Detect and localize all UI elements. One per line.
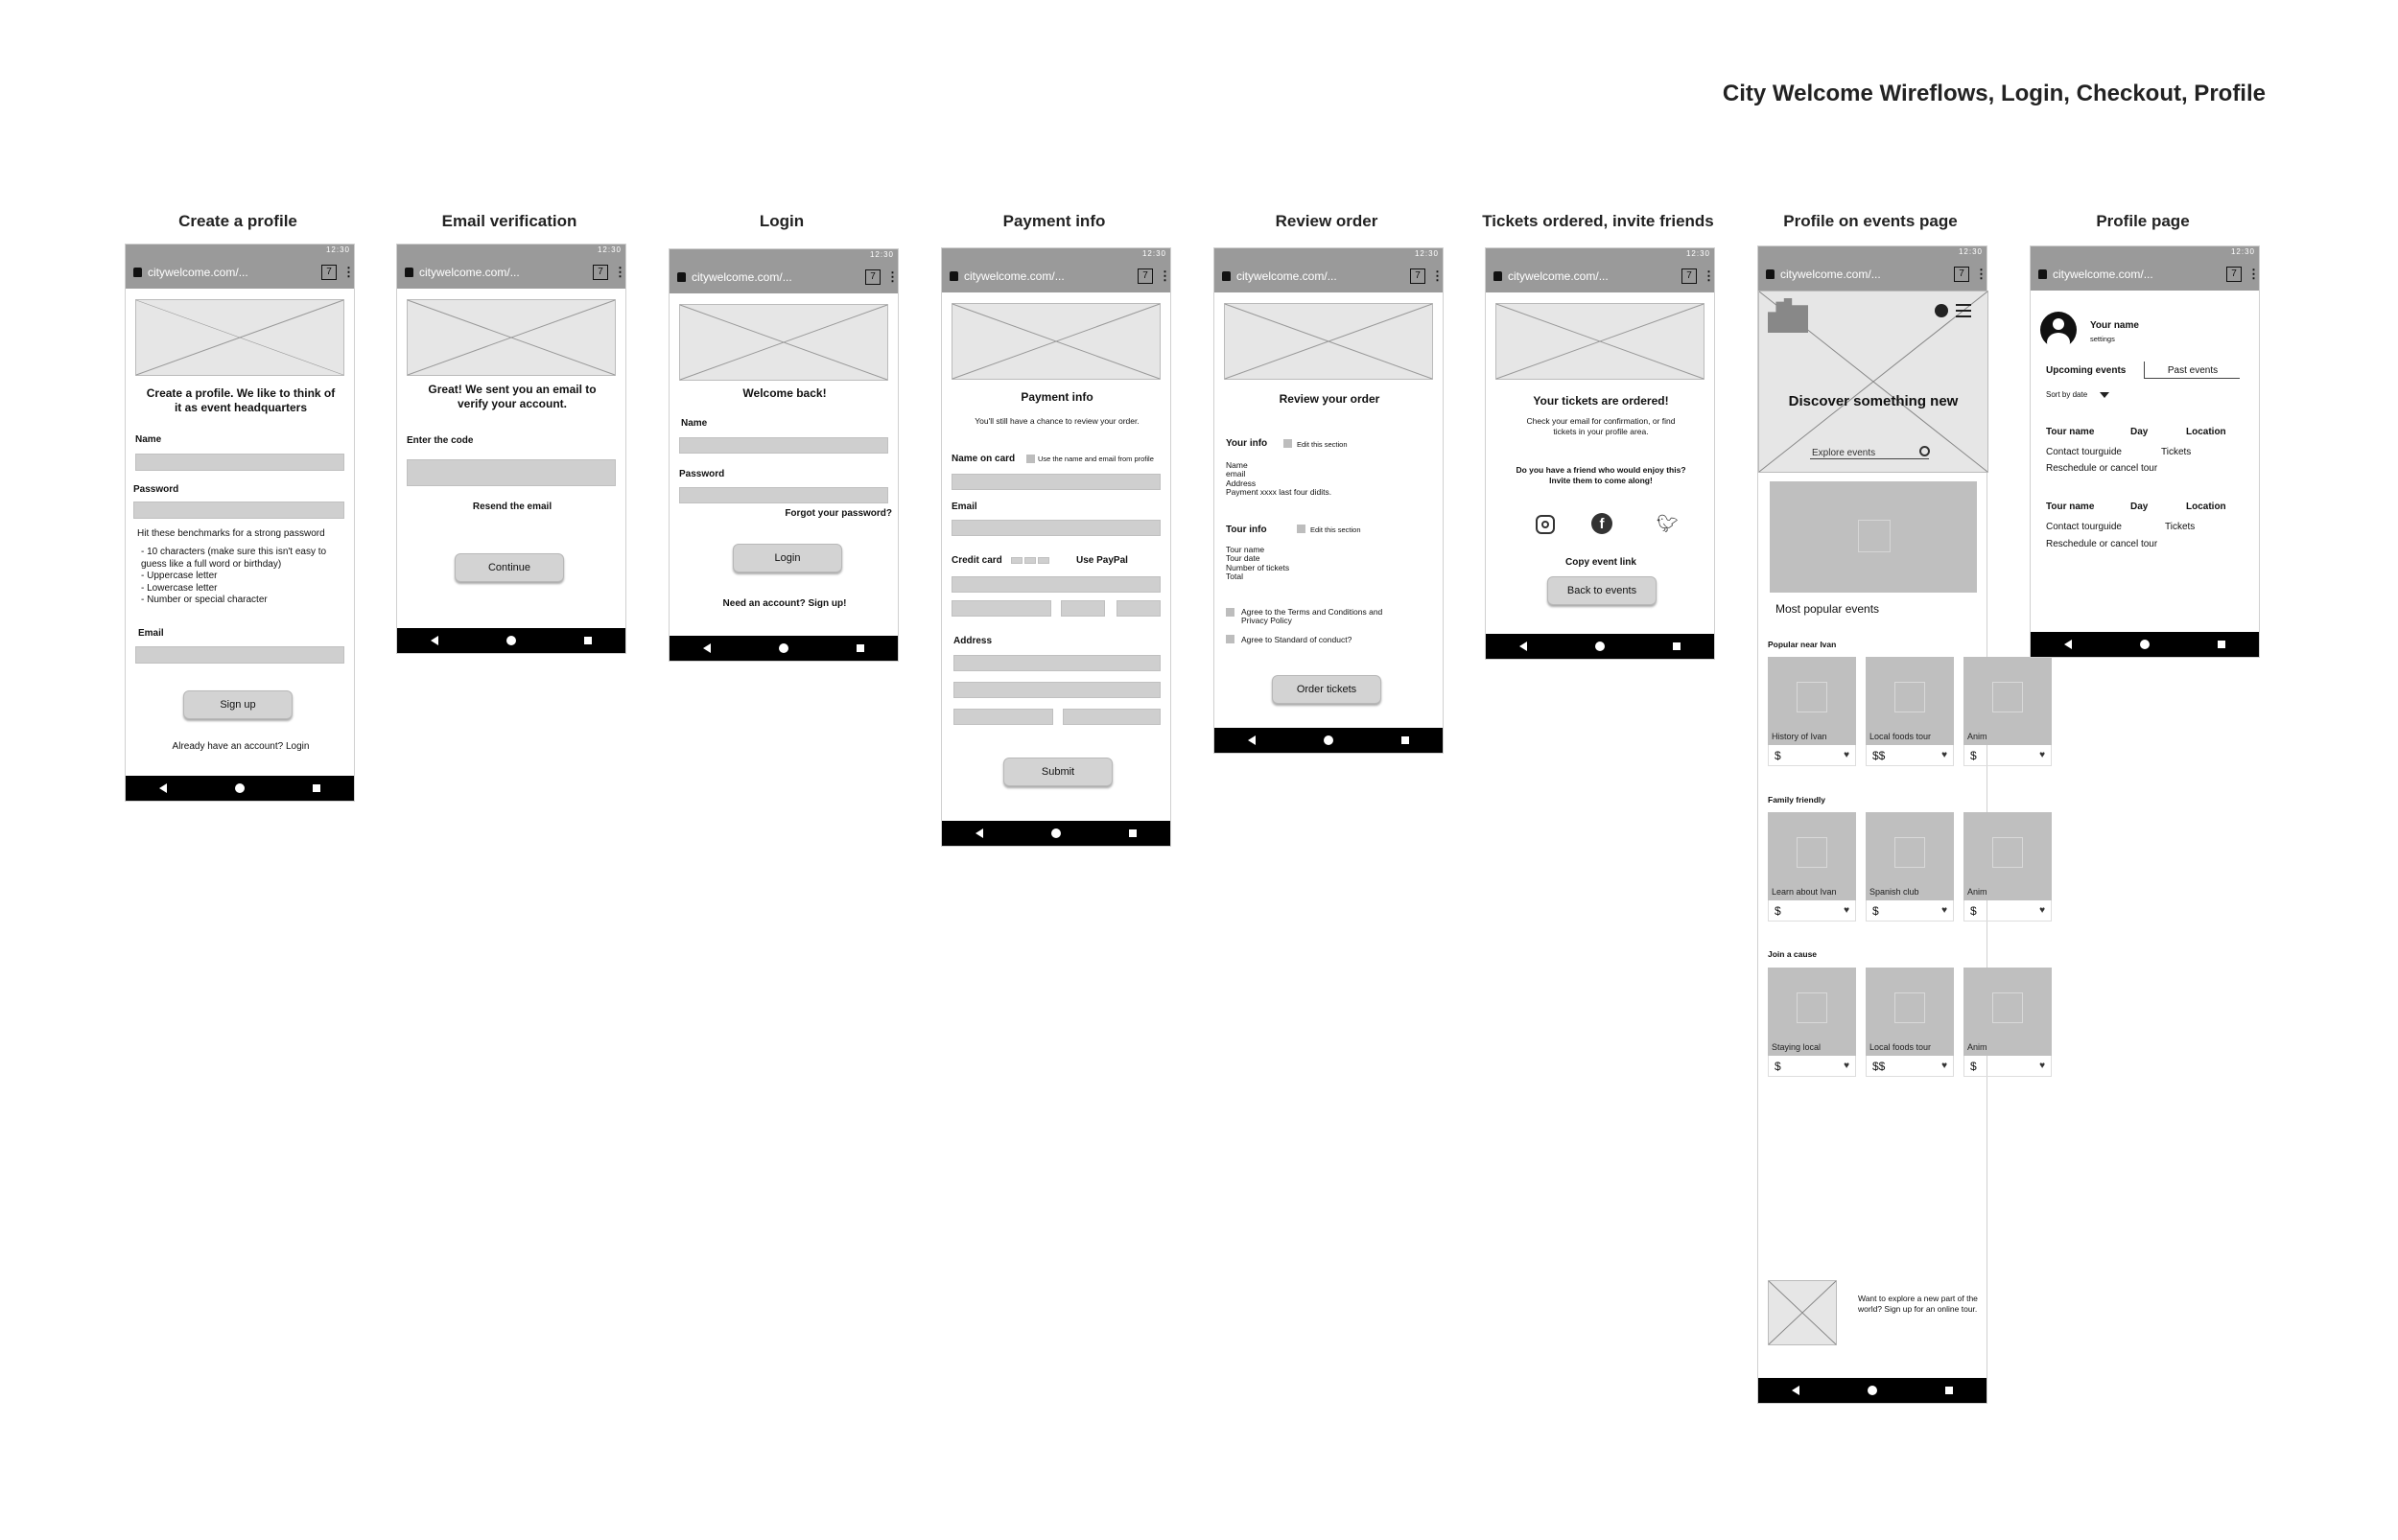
lock-icon bbox=[1493, 271, 1502, 281]
heart-icon[interactable]: ♥ bbox=[1941, 1061, 1947, 1071]
hero-text: Discover something new bbox=[1788, 393, 1959, 409]
signup-button[interactable]: Sign up bbox=[183, 690, 293, 719]
col-tour-name: Tour name bbox=[2046, 502, 2095, 512]
card-number-input[interactable] bbox=[952, 576, 1161, 593]
avatar[interactable] bbox=[2040, 312, 2077, 348]
forgot-password-link[interactable]: Forgot your password? bbox=[785, 508, 892, 519]
image-icon bbox=[1797, 837, 1827, 868]
instagram-icon[interactable] bbox=[1536, 515, 1555, 534]
recents-icon[interactable] bbox=[2218, 641, 2225, 648]
phone-email-verification bbox=[396, 244, 626, 654]
tickets-link[interactable]: Tickets bbox=[2165, 522, 2196, 532]
profile-name: Your name bbox=[2090, 320, 2139, 331]
settings-link[interactable]: settings bbox=[2090, 335, 2115, 343]
card-icon bbox=[1024, 557, 1036, 564]
create-profile-heading: Create a profile. We like to think of it as event headquarters bbox=[146, 386, 336, 414]
chevron-down-icon[interactable] bbox=[2100, 392, 2109, 398]
url-bar bbox=[1758, 258, 1987, 291]
url-text[interactable]: citywelcome.com/... bbox=[2053, 268, 2153, 281]
price-label: $ bbox=[1775, 1059, 1781, 1073]
recents-icon[interactable] bbox=[1401, 736, 1409, 744]
promo-image-placeholder bbox=[1768, 1280, 1837, 1345]
phone-tickets bbox=[1485, 247, 1715, 660]
price-label: $ bbox=[1872, 903, 1879, 918]
recents-icon[interactable] bbox=[857, 644, 864, 652]
more-menu-icon[interactable]: ⋮ bbox=[342, 265, 355, 279]
home-icon[interactable] bbox=[1595, 642, 1605, 651]
screen-title-events: Profile on events page bbox=[1783, 212, 1958, 230]
status-bar: 12:30 bbox=[1758, 246, 1987, 258]
phone-profile bbox=[2030, 245, 2260, 658]
terms-label: Agree to the Terms and Conditions and Privacy Policy bbox=[1241, 607, 1383, 626]
image-icon bbox=[1992, 682, 2023, 712]
conduct-checkbox[interactable] bbox=[1226, 635, 1234, 643]
heart-icon[interactable]: ♥ bbox=[2039, 750, 2045, 760]
android-nav-bar bbox=[1486, 634, 1714, 659]
event-card[interactable] bbox=[1963, 657, 2052, 766]
more-menu-icon[interactable]: ⋮ bbox=[2247, 267, 2260, 281]
more-menu-icon[interactable]: ⋮ bbox=[1975, 267, 1987, 281]
name-on-card-label: Name on card bbox=[952, 454, 1016, 464]
image-icon bbox=[1858, 520, 1891, 552]
event-card-title: Learn about Ivan bbox=[1772, 887, 1837, 897]
email-input[interactable] bbox=[952, 520, 1161, 536]
hero-image-placeholder bbox=[135, 299, 344, 376]
more-menu-icon[interactable]: ⋮ bbox=[614, 265, 626, 279]
android-nav-bar bbox=[1214, 728, 1443, 753]
heart-icon[interactable]: ♥ bbox=[1844, 1061, 1849, 1071]
url-text[interactable]: citywelcome.com/... bbox=[148, 266, 248, 279]
home-icon[interactable] bbox=[779, 643, 788, 653]
tabs-icon[interactable]: 7 bbox=[593, 265, 608, 280]
back-icon[interactable] bbox=[1248, 735, 1256, 745]
status-bar: 12:30 bbox=[670, 249, 898, 261]
lock-icon bbox=[950, 271, 958, 281]
recents-icon[interactable] bbox=[313, 784, 320, 792]
credit-card-label: Credit card bbox=[952, 555, 1002, 566]
city-input[interactable] bbox=[953, 709, 1053, 725]
contact-tourguide-link[interactable]: Contact tourguide bbox=[2046, 447, 2122, 457]
code-input[interactable] bbox=[407, 459, 616, 486]
back-icon[interactable] bbox=[431, 636, 438, 645]
tour-info-label: Tour info bbox=[1226, 525, 1267, 535]
image-icon bbox=[1894, 682, 1925, 712]
event-card[interactable] bbox=[1768, 657, 1856, 766]
status-bar: 12:30 bbox=[1486, 248, 1714, 260]
screen-title-tickets: Tickets ordered, invite friends bbox=[1482, 212, 1714, 230]
home-icon[interactable] bbox=[1868, 1386, 1877, 1395]
hero-image-placeholder bbox=[1495, 303, 1704, 380]
home-icon[interactable] bbox=[506, 636, 516, 645]
twitter-icon[interactable]: 🐦︎ bbox=[1657, 514, 1679, 533]
search-icon[interactable] bbox=[1919, 446, 1930, 456]
edit-info-checkbox[interactable] bbox=[1283, 439, 1292, 448]
android-nav-bar bbox=[126, 776, 354, 801]
explore-search-input[interactable]: Explore events bbox=[1810, 448, 1929, 459]
sort-dropdown[interactable]: Sort by date bbox=[2046, 390, 2088, 399]
url-text[interactable]: citywelcome.com/... bbox=[1236, 269, 1337, 283]
login-button[interactable]: Login bbox=[733, 544, 842, 572]
image-icon bbox=[1992, 992, 2023, 1023]
tabs-icon[interactable]: 7 bbox=[2226, 267, 2242, 282]
conduct-label: Agree to Standard of conduct? bbox=[1241, 635, 1352, 644]
event-card[interactable] bbox=[1866, 812, 1954, 922]
lock-icon bbox=[405, 268, 413, 277]
more-menu-icon[interactable]: ⋮ bbox=[1703, 268, 1715, 283]
price-label: $$ bbox=[1872, 1059, 1886, 1073]
password-input[interactable] bbox=[679, 487, 888, 503]
url-bar bbox=[126, 256, 354, 289]
lock-icon bbox=[2038, 269, 2047, 279]
event-card-title: Local foods tour bbox=[1869, 1042, 1932, 1052]
event-card-title: Local foods tour bbox=[1869, 732, 1932, 741]
url-text[interactable]: citywelcome.com/... bbox=[1508, 269, 1609, 283]
image-icon bbox=[1797, 682, 1827, 712]
event-card-title: Anim bbox=[1967, 1042, 1987, 1052]
hero-image-placeholder bbox=[679, 304, 888, 381]
url-bar bbox=[670, 261, 898, 293]
col-location: Location bbox=[2186, 502, 2226, 512]
email-label: Email bbox=[138, 628, 164, 639]
back-icon[interactable] bbox=[1792, 1386, 1799, 1395]
url-bar bbox=[2031, 258, 2259, 291]
tabs-icon[interactable]: 7 bbox=[321, 265, 337, 280]
lock-icon bbox=[677, 272, 686, 282]
price-label: $ bbox=[1775, 748, 1781, 762]
phone-create-profile bbox=[125, 244, 355, 802]
most-popular-label: Most popular events bbox=[1775, 602, 1880, 616]
reschedule-link[interactable]: Reschedule or cancel tour bbox=[2046, 539, 2158, 549]
invite-text: Do you have a friend who would enjoy this? Invite them to come along! bbox=[1516, 465, 1686, 485]
hamburger-menu-icon[interactable] bbox=[1956, 304, 1971, 317]
tickets-link[interactable]: Tickets bbox=[2161, 447, 2192, 457]
use-profile-label: Use the name and email from profile bbox=[1038, 455, 1154, 463]
home-icon[interactable] bbox=[235, 783, 245, 793]
edit-tour-checkbox[interactable] bbox=[1297, 525, 1305, 533]
tab-past-events[interactable] bbox=[2144, 362, 2240, 379]
verification-heading: Great! We sent you an email to verify your account. bbox=[428, 383, 597, 410]
name-label: Name bbox=[681, 418, 708, 429]
tabs-icon[interactable]: 7 bbox=[865, 269, 881, 285]
back-icon[interactable] bbox=[976, 828, 983, 838]
card-cvv-input[interactable] bbox=[1117, 600, 1161, 617]
address-line-1-input[interactable] bbox=[953, 655, 1161, 671]
back-to-events-button[interactable]: Back to events bbox=[1547, 576, 1657, 605]
tab-upcoming-events[interactable]: Upcoming events bbox=[2046, 365, 2127, 376]
card-icon bbox=[1038, 557, 1049, 564]
facebook-icon[interactable]: f bbox=[1591, 513, 1612, 534]
image-icon bbox=[1992, 837, 2023, 868]
card-name-input[interactable] bbox=[952, 600, 1051, 617]
tabs-icon[interactable]: 7 bbox=[1954, 267, 1969, 282]
continue-button[interactable]: Continue bbox=[455, 553, 564, 582]
screen-title-create-profile: Create a profile bbox=[178, 212, 297, 230]
promo-text[interactable]: Want to explore a new part of the world? Sign up for an online tour. bbox=[1858, 1294, 1978, 1314]
event-card[interactable] bbox=[1768, 968, 1856, 1077]
hero-image-placeholder bbox=[952, 303, 1161, 380]
screen-title-email-verification: Email verification bbox=[441, 212, 577, 230]
event-card[interactable] bbox=[1768, 812, 1856, 922]
screen-title-review: Review order bbox=[1275, 212, 1378, 230]
image-icon bbox=[1797, 992, 1827, 1023]
android-nav-bar bbox=[1758, 1378, 1987, 1403]
back-icon[interactable] bbox=[2064, 640, 2072, 649]
tickets-heading: Your tickets are ordered! bbox=[1533, 394, 1669, 408]
tabs-icon[interactable]: 7 bbox=[1410, 268, 1425, 284]
event-card[interactable] bbox=[1963, 812, 2052, 922]
url-text[interactable]: citywelcome.com/... bbox=[964, 269, 1065, 283]
phone-events bbox=[1757, 245, 2045, 1404]
col-tour-name: Tour name bbox=[2046, 427, 2095, 437]
address-line-2-input[interactable] bbox=[953, 682, 1161, 698]
more-menu-icon[interactable]: ⋮ bbox=[1431, 268, 1444, 283]
status-bar: 12:30 bbox=[942, 248, 1170, 260]
email-label: Email bbox=[952, 502, 977, 512]
status-bar: 12:30 bbox=[126, 245, 354, 256]
url-text[interactable]: citywelcome.com/... bbox=[419, 266, 520, 279]
event-card-title: Anim bbox=[1967, 732, 1987, 741]
submit-button[interactable]: Submit bbox=[1003, 758, 1113, 786]
heart-icon[interactable]: ♥ bbox=[1941, 905, 1947, 916]
event-card-title: Anim bbox=[1967, 887, 1987, 897]
price-label: $ bbox=[1775, 903, 1781, 918]
event-card[interactable] bbox=[1963, 968, 2052, 1077]
more-menu-icon[interactable]: ⋮ bbox=[886, 269, 899, 284]
recents-icon[interactable] bbox=[1945, 1387, 1953, 1394]
heart-icon[interactable]: ♥ bbox=[2039, 1061, 2045, 1071]
card-expiry-input[interactable] bbox=[1061, 600, 1105, 617]
copy-event-link[interactable]: Copy event link bbox=[1565, 557, 1636, 568]
order-tickets-button[interactable]: Order tickets bbox=[1272, 675, 1381, 704]
lock-icon bbox=[1222, 271, 1231, 281]
use-profile-checkbox[interactable] bbox=[1026, 455, 1035, 463]
back-icon[interactable] bbox=[159, 783, 167, 793]
card-icon bbox=[1011, 557, 1023, 564]
heart-icon[interactable]: ♥ bbox=[1844, 750, 1849, 760]
more-menu-icon[interactable]: ⋮ bbox=[1159, 268, 1171, 283]
hero-image-placeholder bbox=[1224, 303, 1433, 380]
edit-tour-label: Edit this section bbox=[1310, 525, 1361, 534]
page-title: City Welcome Wireflows, Login, Checkout, Profile bbox=[1722, 81, 2266, 106]
url-text[interactable]: citywelcome.com/... bbox=[1780, 268, 1881, 281]
event-card[interactable] bbox=[1866, 968, 1954, 1077]
name-label: Name bbox=[135, 434, 162, 445]
android-nav-bar bbox=[942, 821, 1170, 846]
password-input[interactable] bbox=[133, 502, 344, 519]
name-on-card-input[interactable] bbox=[952, 474, 1161, 490]
screen-title-payment: Payment info bbox=[1002, 212, 1106, 230]
code-label: Enter the code bbox=[407, 435, 474, 446]
url-bar bbox=[397, 256, 625, 289]
section-title: Join a cause bbox=[1768, 949, 1818, 959]
heart-icon[interactable]: ♥ bbox=[1941, 750, 1947, 760]
event-card-title: Spanish club bbox=[1869, 887, 1919, 897]
screen-title-profile: Profile page bbox=[2096, 212, 2190, 230]
phone-login bbox=[669, 248, 899, 662]
section-title: Family friendly bbox=[1768, 795, 1825, 805]
signup-link[interactable]: Need an account? Sign up! bbox=[722, 598, 847, 609]
address-label: Address bbox=[953, 636, 993, 646]
your-info-details: Name email Address Payment xxxx last four didits. bbox=[1226, 460, 1332, 498]
tabs-icon[interactable]: 7 bbox=[1138, 268, 1153, 284]
lock-icon bbox=[1766, 269, 1775, 279]
image-icon bbox=[1894, 992, 1925, 1023]
price-label: $ bbox=[1970, 1059, 1977, 1073]
home-icon[interactable] bbox=[1324, 735, 1333, 745]
login-heading: Welcome back! bbox=[742, 386, 827, 400]
home-icon[interactable] bbox=[2140, 640, 2150, 649]
review-heading: Review your order bbox=[1279, 392, 1380, 406]
tour-info-details: Tour name Tour date Number of tickets Total bbox=[1226, 545, 1290, 582]
event-card-title: Staying local bbox=[1772, 1042, 1822, 1052]
url-bar bbox=[1214, 260, 1443, 292]
payment-subheading: You'll still have a chance to review your order. bbox=[975, 416, 1140, 426]
hero-image-placeholder bbox=[407, 299, 616, 376]
url-bar bbox=[1486, 260, 1714, 292]
terms-checkbox[interactable] bbox=[1226, 608, 1234, 617]
user-avatar-icon[interactable] bbox=[1935, 304, 1948, 317]
name-input[interactable] bbox=[679, 437, 888, 454]
resend-email-link[interactable]: Resend the email bbox=[472, 502, 552, 512]
name-input[interactable] bbox=[135, 454, 344, 471]
password-label: Password bbox=[133, 484, 179, 495]
section-title: Popular near Ivan bbox=[1768, 640, 1837, 649]
zip-input[interactable] bbox=[1063, 709, 1161, 725]
login-link[interactable]: Already have an account? Login bbox=[172, 741, 310, 752]
back-icon[interactable] bbox=[703, 643, 711, 653]
screen-title-login: Login bbox=[759, 212, 805, 230]
recents-icon[interactable] bbox=[1129, 829, 1137, 837]
contact-tourguide-link[interactable]: Contact tourguide bbox=[2046, 522, 2122, 532]
status-bar: 12:30 bbox=[2031, 246, 2259, 258]
tickets-subheading: Check your email for confirmation, or find tickets in your profile area. bbox=[1526, 416, 1676, 436]
password-benchmarks-list: - 10 characters (make sure this isn't easy to guess like a full word or birthday) - Uppercase letter - Lowercase letter - Number or special character bbox=[141, 547, 327, 605]
tab-past-events-label: Past events bbox=[2167, 365, 2219, 376]
lock-icon bbox=[133, 268, 142, 277]
price-label: $ bbox=[1970, 903, 1977, 918]
phone-payment bbox=[941, 247, 1171, 847]
payment-heading: Payment info bbox=[1021, 390, 1093, 404]
price-label: $ bbox=[1970, 748, 1977, 762]
col-day: Day bbox=[2130, 502, 2149, 512]
event-card-title: History of Ivan bbox=[1772, 732, 1827, 741]
reschedule-link[interactable]: Reschedule or cancel tour bbox=[2046, 463, 2158, 474]
phone-review bbox=[1213, 247, 1444, 754]
home-icon[interactable] bbox=[1051, 828, 1061, 838]
heart-icon[interactable]: ♥ bbox=[2039, 905, 2045, 916]
edit-info-label: Edit this section bbox=[1297, 440, 1348, 449]
status-bar: 12:30 bbox=[1214, 248, 1443, 260]
heart-icon[interactable]: ♥ bbox=[1844, 905, 1849, 916]
image-icon bbox=[1894, 837, 1925, 868]
tabs-icon[interactable]: 7 bbox=[1681, 268, 1697, 284]
paypal-link[interactable]: Use PayPal bbox=[1076, 555, 1128, 566]
android-nav-bar bbox=[670, 636, 898, 661]
email-input[interactable] bbox=[135, 646, 344, 664]
android-nav-bar bbox=[2031, 632, 2259, 657]
status-bar: 12:30 bbox=[397, 245, 625, 256]
url-bar bbox=[942, 260, 1170, 292]
back-icon[interactable] bbox=[1519, 642, 1527, 651]
most-popular-image[interactable] bbox=[1770, 481, 1977, 593]
recents-icon[interactable] bbox=[1673, 642, 1681, 650]
password-benchmarks-title: Hit these benchmarks for a strong password bbox=[137, 528, 325, 539]
password-label: Password bbox=[679, 469, 725, 479]
url-text[interactable]: citywelcome.com/... bbox=[692, 270, 792, 284]
android-nav-bar bbox=[397, 628, 625, 653]
recents-icon[interactable] bbox=[584, 637, 592, 644]
price-label: $$ bbox=[1872, 748, 1886, 762]
col-location: Location bbox=[2186, 427, 2226, 437]
col-day: Day bbox=[2130, 427, 2149, 437]
event-card[interactable] bbox=[1866, 657, 1954, 766]
your-info-label: Your info bbox=[1226, 438, 1268, 449]
